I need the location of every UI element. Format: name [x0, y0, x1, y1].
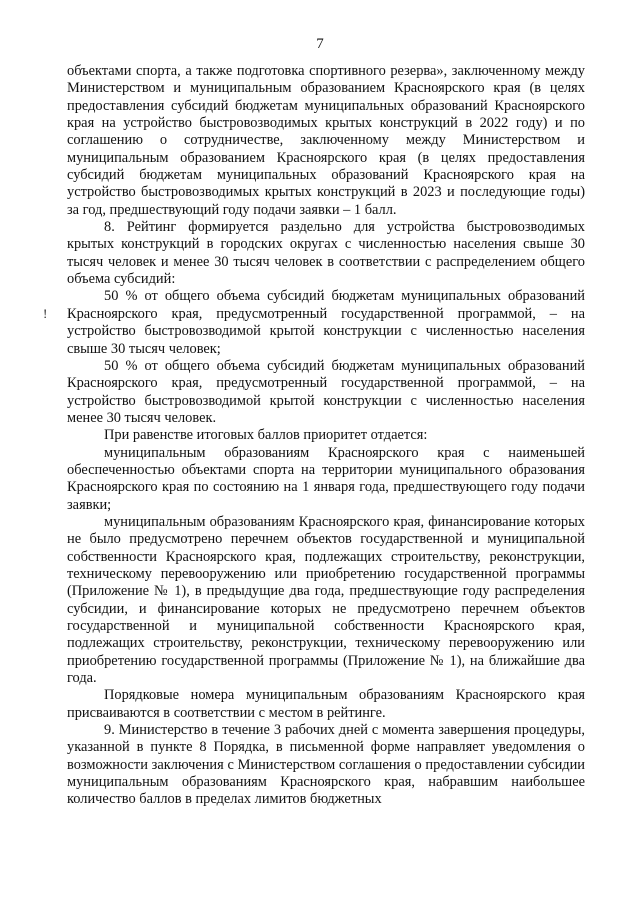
paragraph-ordinal-numbers: Порядковые номера муниципальным образованиям Красноярского края присваиваются в соответствии с местом в рейтинге.: [67, 687, 585, 721]
margin-mark: !: [43, 306, 48, 321]
paragraph-ministry-notice: 9. Министерство в течение 3 рабочих дней с момента завершения процедуры, указанной в пункте 8 Порядка, в письменной форме направляет уведомления о возможности заключения с Министерством соглашения о предоставлении субсидии муниципальным образованиям Красноярского края, набравшим наибольшее количество баллов в пределах лимитов бюджетных: [67, 722, 585, 808]
paragraph-continuation: объектами спорта, а также подготовка спортивного резерва», заключенному между Министерством и муниципальным образованием Красноярского края (в целях предоставления субсидий бюджетам муниципальных образований Красноярского края на устройство быстровозводимых крытых конструкций в 2022 году) и по соглашению о сотрудничестве, заключенному между Министерством и муниципальным образованием Красноярского края (в целях предоставления субсидий бюджетам муниципальных образований Красноярского края на устройство быстровозводимых крытых конструкций в 2023 и последующие годы) за год, предшествующий году подачи заявки – 1 балл.: [67, 63, 585, 218]
paragraph-equal-points: При равенстве итоговых баллов приоритет отдается:: [104, 427, 428, 444]
paragraph-priority-second: муниципальным образованиям Красноярского края, финансирование которых не было предусмотрено перечнем объектов государственной и муниципальной собственности Красноярского края, подлежащих строительству, реконструкции, техническому перевооружению или приобретению государственной программы (Приложение № 1), в предыдущие два года, предшествующие году распределения субсидии, и финансирование которых не предусмотрено перечнем объектов государственной и муниципальной собственности Красноярского края, подлежащих строительству, реконструкции, техническому перевооружению или приобретению государственной программы (Приложение № 1), на ближайшие два года.: [67, 513, 585, 687]
document-body: [67, 63, 585, 809]
paragraph-share-over-30k: 50 % от общего объема субсидий бюджетам муниципальных образований Красноярского края, предусмотренный государственной программой, – на устройство быстровозводимой крытой конструкции с численностью населения свыше 30 тысяч человек;: [67, 288, 585, 357]
paragraph-share-under-30k: 50 % от общего объема субсидий бюджетам муниципальных образований Красноярского края, предусмотренный государственной программой, – на устройство быстровозводимой крытой конструкции с численностью населения менее 30 тысяч человек.: [67, 357, 585, 426]
paragraph-rating-formation: 8. Рейтинг формируется раздельно для устройства быстровозводимых крытых конструкций в городских округах с численностью населения свыше 30 тысяч человек и менее 30 тысяч человек в соответствии с распределением общего объема субсидий:: [67, 219, 585, 288]
page-number: 7: [316, 36, 324, 52]
paragraph-priority-first: муниципальным образованиям Красноярского края с наименьшей обеспеченностью объектами спорта на территории муниципального образования Красноярского края по состоянию на 1 января года, предшествующего году подачи заявки;: [67, 444, 585, 513]
